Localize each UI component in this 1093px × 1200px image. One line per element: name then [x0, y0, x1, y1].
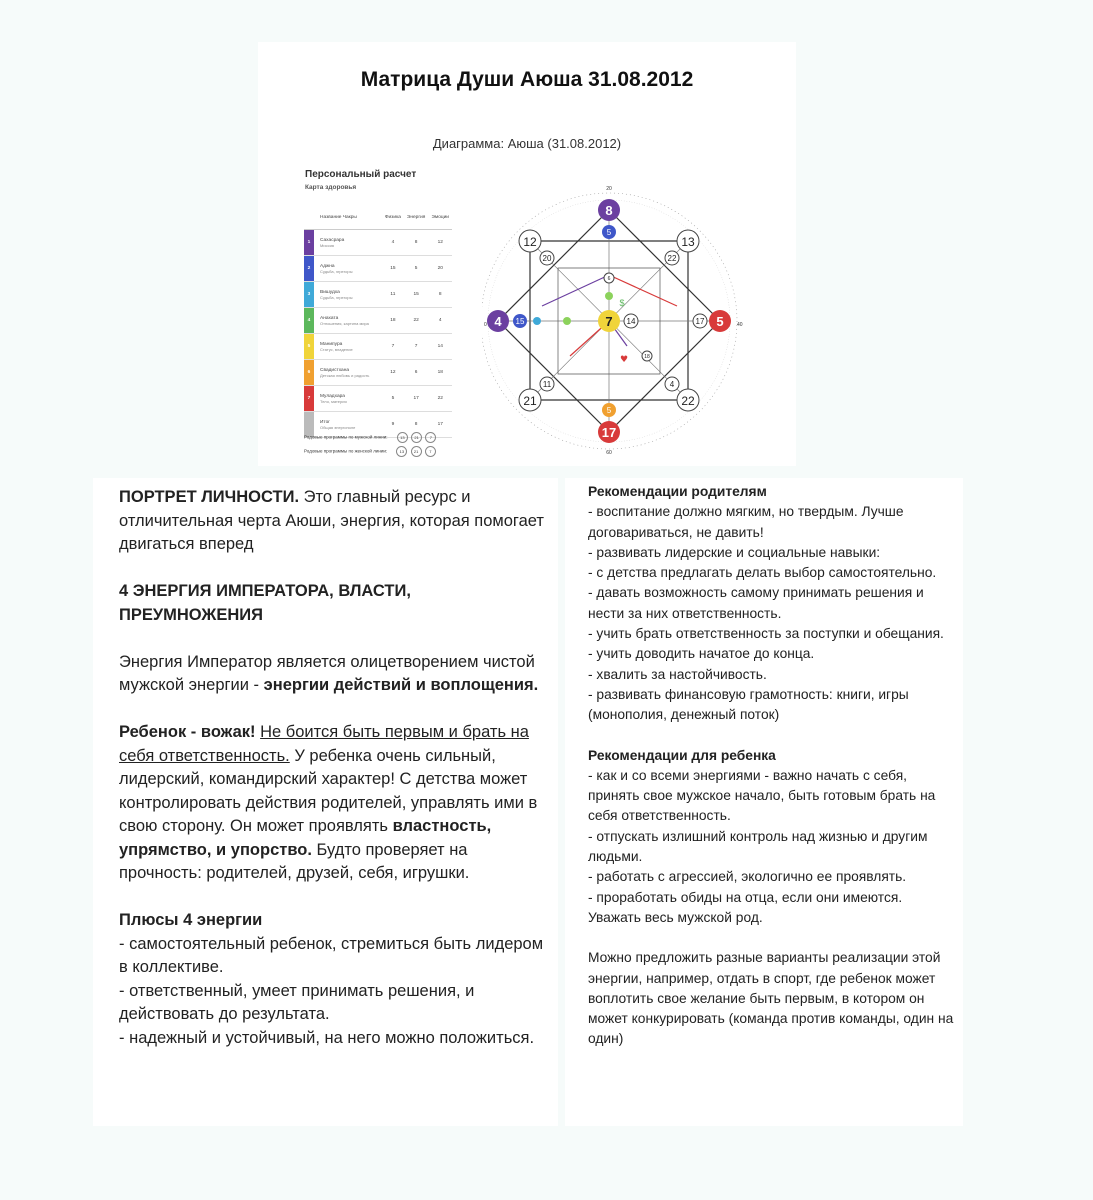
chakra-number: 6 — [304, 360, 314, 386]
table-row — [304, 386, 452, 412]
physics-value: 15 — [382, 256, 404, 282]
age-label-bottom: 60 — [606, 450, 612, 456]
chakra-number: 3 — [304, 282, 314, 308]
leader-underline: Не боится быть первым и брать на себя ответственность. — [119, 723, 529, 765]
matrix-card — [258, 42, 796, 466]
parents-heading: Рекомендации родителям — [588, 484, 767, 499]
chakra-name: Свадистхана — [320, 367, 350, 373]
table-row — [304, 334, 452, 360]
chakra-description: Судьба, эгрегоры — [320, 268, 353, 274]
age-label-left: 0 — [484, 322, 487, 328]
dollar-icon: $ — [619, 298, 625, 308]
node-bottom-left-label: 21 — [523, 394, 537, 408]
node-right-inner-label: 17 — [695, 317, 705, 326]
female-line-value: 7 — [425, 446, 436, 457]
recommendations-card — [565, 478, 963, 1126]
table-header-name: Название Чакры — [314, 205, 382, 230]
physics-value: 4 — [382, 230, 404, 256]
chakra-name: Манипура — [320, 341, 343, 347]
chakra-name: Муладхара — [320, 393, 345, 399]
chakra-description: Тело, материя — [320, 398, 347, 404]
child-item: - работать с агрессией, экологично ее проявлять. — [588, 869, 907, 885]
parents-item: - развивать лидерские и социальные навыки: — [588, 544, 881, 560]
female-line-value: 21 — [411, 446, 422, 457]
chakra-name: Аджна — [320, 263, 335, 269]
parents-item: - учить доводить начатое до конца. — [588, 646, 815, 662]
child-item: - отпускать излишний контроль над жизнью и другим людьми. — [588, 828, 928, 865]
physics-value: 12 — [382, 360, 404, 386]
node-inner-tr-label: 22 — [667, 254, 677, 263]
leader-paragraph — [119, 721, 544, 886]
chakra-name-cell — [314, 308, 382, 334]
age-label-top: 20 — [606, 186, 612, 192]
plus-item: - самостоятельный ребенок, стремиться быть лидером в коллективе. — [119, 934, 544, 976]
plus-item: - надежный и устойчивый, на него можно положиться. — [119, 1028, 535, 1047]
chakra-name: Анахата — [320, 315, 339, 321]
portrait-text: Это главный ресурс и отличительная черта Аюши, энергия, которая помогает двигаться вперед — [119, 488, 544, 553]
chakra-name-cell — [314, 230, 382, 256]
chakra-name: Итог — [320, 419, 331, 425]
emotion-value: 4 — [428, 308, 452, 334]
node-top-label: 8 — [605, 203, 613, 218]
chakra-description: Миссия — [320, 242, 334, 248]
emotion-value: 14 — [428, 334, 452, 360]
chakra-number: 2 — [304, 256, 314, 282]
chakra-description: Судьба, эгрегоры — [320, 294, 353, 300]
chakra-description: Общая энергополе — [320, 424, 356, 430]
node-top-right-label: 13 — [681, 235, 695, 249]
node-inner-left-label: 15 — [515, 317, 525, 326]
energy-heading: 4 ЭНЕРГИЯ ИМПЕРАТОРА, ВЛАСТИ, ПРЕУМНОЖЕНИЯ — [119, 582, 411, 624]
chakra-description: Статус, владение — [320, 346, 353, 352]
emotion-value: 20 — [428, 256, 452, 282]
male-line-value: 7 — [425, 432, 436, 443]
emotion-value: 8 — [428, 282, 452, 308]
energy-heading-paragraph — [119, 580, 544, 627]
node-small-label: 6 — [607, 276, 611, 282]
table-header-emotion: Эмоции — [428, 205, 452, 230]
matrix-diagram — [482, 178, 772, 468]
node-right-label: 5 — [716, 314, 724, 329]
node-inner-br-label: 4 — [669, 380, 675, 389]
leader-bold-2: властность, упрямство, и упорство. — [119, 817, 492, 859]
node-green-left — [563, 317, 571, 325]
parents-item: - давать возможность самому принимать решения и нести за них ответственность. — [588, 585, 924, 621]
age-label-right: 40 — [737, 322, 743, 328]
table-header-num — [304, 205, 314, 230]
energy-value: 7 — [404, 334, 429, 360]
chakra-description: Детская любовь и радость — [320, 372, 370, 378]
plus-section — [119, 909, 544, 1050]
male-line-mark — [542, 275, 609, 306]
parents-item: - развивать финансовую грамотность: книги, игры (монополия, денежный поток) — [588, 686, 909, 723]
node-cyan-left — [533, 317, 541, 325]
chakra-name-cell — [314, 360, 382, 386]
chakra-table — [304, 205, 452, 438]
node-top-left-label: 12 — [523, 235, 537, 249]
table-row — [304, 360, 452, 386]
parents-item: - воспитание должно мягким, но твердым. Лучше договариваться, не давить! — [588, 504, 904, 540]
energy-value: 8 — [404, 412, 429, 438]
child-item: - проработать обиды на отца, если они имеются. Уважать весь мужской род. — [588, 889, 903, 925]
physics-value: 9 — [382, 412, 404, 438]
node-inner-bl-label: 11 — [542, 380, 552, 389]
node-center-label: 7 — [605, 314, 613, 329]
chakra-description: Отношения, картина мира — [320, 320, 369, 326]
node-inner-tl-label: 20 — [542, 254, 552, 263]
energy-value: 5 — [404, 256, 429, 282]
energy-value: 8 — [404, 230, 429, 256]
chakra-number: 5 — [304, 334, 314, 360]
chakra-name: Вишудха — [320, 289, 340, 295]
parents-section — [588, 482, 958, 726]
energy-value: 22 — [404, 308, 429, 334]
energy-intro-bold: энергии действий и воплощения. — [263, 676, 539, 694]
physics-value: 7 — [382, 334, 404, 360]
energy-value: 6 — [404, 360, 429, 386]
energy-intro: Энергия Император является олицетворением чистой мужской энергии - — [119, 652, 535, 694]
leader-bold: Ребенок - вожак! — [119, 723, 256, 741]
parents-item: - с детства предлагать делать выбор самостоятельно. — [588, 565, 937, 581]
heart-icon: ♥ — [619, 355, 629, 365]
table-row — [304, 282, 452, 308]
energy-intro-paragraph — [119, 651, 544, 698]
female-line-label: Родовые программы по женской линии: — [304, 448, 388, 454]
chakra-name: Сахасрара — [320, 237, 345, 243]
leader-text: У ребенка очень сильный, лидерский, командирский характер! С детства может контролировать действия родителей, управлять ими в свою сторону. Он может проявлять — [119, 746, 538, 835]
female-line — [304, 446, 436, 457]
physics-value: 5 — [382, 386, 404, 412]
table-row — [304, 256, 452, 282]
emotion-value: 22 — [428, 386, 452, 412]
page-title: Матрица Души Аюша 31.08.2012 — [360, 68, 694, 91]
table-header-row — [304, 205, 452, 230]
parents-item: - учить брать ответственность за поступки и обещания. — [588, 626, 944, 642]
energy-value: 15 — [404, 282, 429, 308]
chakra-number: 4 — [304, 308, 314, 334]
node-inner-bottom-label: 5 — [606, 406, 612, 415]
personality-card — [93, 478, 558, 1126]
node-bottom-right-label: 22 — [681, 394, 695, 408]
plus-heading: Плюсы 4 энергии — [119, 911, 263, 929]
child-heading: Рекомендации для ребенка — [588, 747, 776, 763]
emotion-value: 12 — [428, 230, 452, 256]
portrait-paragraph — [119, 486, 544, 557]
node-bottom-label: 17 — [601, 425, 617, 440]
chakra-name-cell — [314, 334, 382, 360]
male-line-label: Родовые программы по мужской линии: — [304, 434, 388, 440]
portrait-heading: ПОРТРЕТ ЛИЧНОСТИ. — [119, 488, 300, 506]
chakra-number: 7 — [304, 386, 314, 412]
calc-subtitle: Карта здоровья — [305, 184, 357, 191]
energy-value: 17 — [404, 386, 429, 412]
chakra-name-cell — [314, 282, 382, 308]
emotion-value: 18 — [428, 360, 452, 386]
male-line-value: 13 — [397, 432, 408, 443]
table-header-physics: Физика — [382, 205, 404, 230]
physics-value: 18 — [382, 308, 404, 334]
male-line — [304, 432, 436, 443]
node-inner-top-label: 5 — [606, 228, 612, 237]
physics-value: 11 — [382, 282, 404, 308]
chakra-name-cell — [314, 256, 382, 282]
child-item: - как и со всеми энергиями - важно начать с себя, принять свое мужское начало, быть готовым брать на себя ответственность. — [588, 767, 936, 824]
table-header-energy: Энергия — [404, 205, 429, 230]
node-heart-num-label: 18 — [644, 354, 650, 360]
parents-item: - хвалить за настойчивость. — [588, 666, 767, 682]
closing-paragraph: Можно предложить разные варианты реализации этой энергии, например, отдать в спорт, где ребенок может воплотить свое желание быть первым, в котором он может конкурировать (команда против команды, один на один) — [588, 950, 954, 1047]
chakra-number: 1 — [304, 230, 314, 256]
emotion-value: 17 — [428, 412, 452, 438]
calc-title: Персональный расчет — [305, 169, 417, 180]
child-section — [588, 746, 958, 929]
female-line-value: 13 — [396, 446, 407, 457]
plus-item: - ответственный, умеет принимать решения, и действовать до результата. — [119, 981, 475, 1023]
node-left-label: 4 — [494, 314, 502, 329]
leader-text-2: Будто проверяет на прочность: родителей, друзей, себя, игрушки. — [119, 840, 470, 882]
node-green — [605, 292, 613, 300]
male-line-value: 21 — [411, 432, 422, 443]
table-row — [304, 308, 452, 334]
node-inner-right-label: 14 — [626, 317, 636, 326]
chakra-name-cell — [314, 386, 382, 412]
table-row — [304, 230, 452, 256]
diagram-title: Диаграмма: Аюша (31.08.2012) — [432, 136, 622, 151]
